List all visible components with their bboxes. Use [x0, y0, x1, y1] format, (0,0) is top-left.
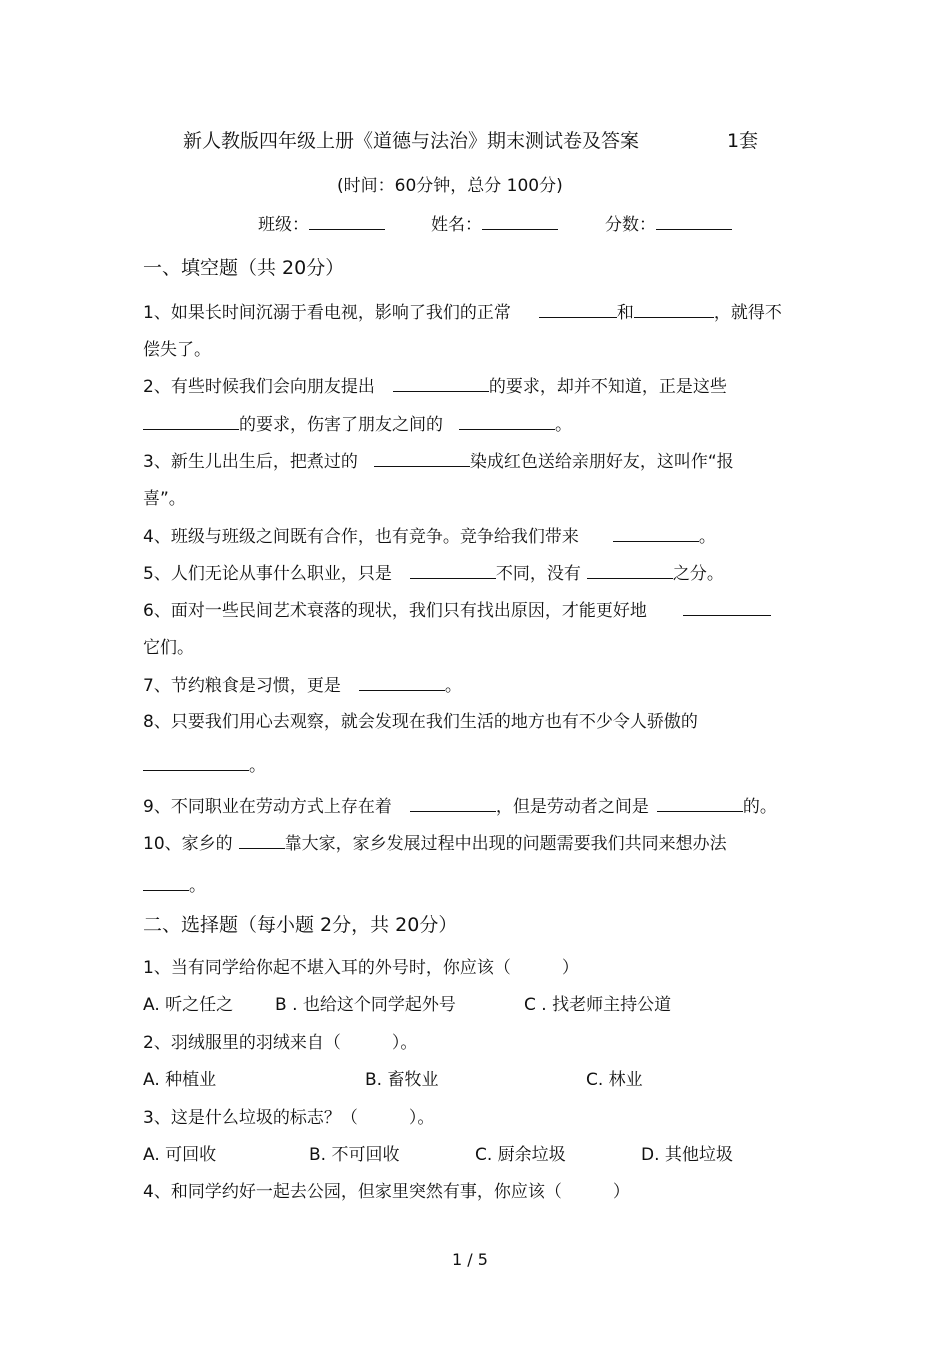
section2-heading: 二、选择题（每小题 2分，共 20分） [143, 914, 458, 936]
score-label: 分数： [605, 215, 656, 235]
q10-text-a: 10、家乡的 [143, 834, 233, 854]
q3-option-c[interactable]: C. 厨余垃圾 [475, 1145, 566, 1165]
q3-option-a[interactable]: A. 可回收 [143, 1145, 217, 1165]
q9-blank-2[interactable] [657, 794, 743, 812]
fill-question-9 [143, 794, 777, 819]
q2-option-a[interactable]: A. 种植业 [143, 1070, 217, 1090]
fill-question-8: 8、只要我们用心去观察，就会发现在我们生活的地方也有不少令人骄傲的 [143, 712, 698, 732]
q10-blank-2[interactable] [143, 873, 189, 891]
q5-blank-1[interactable] [410, 561, 496, 579]
q3-option-b[interactable]: B. 不可回收 [309, 1145, 400, 1165]
name-field [431, 212, 558, 237]
q4-text-b: 。 [698, 527, 716, 547]
fill-question-8-cont [143, 753, 266, 778]
section1-heading: 一、填空题（共 20分） [143, 257, 345, 279]
name-label: 姓名： [431, 215, 482, 235]
page-title [183, 129, 639, 153]
q10-blank-1[interactable] [239, 831, 285, 849]
q4-text-a: 4、班级与班级之间既有合作，也有竞争。竞争给我们带来 [143, 527, 579, 547]
q7-blank-1[interactable] [359, 673, 445, 691]
q1-option-b[interactable]: B . 也给这个同学起外号 [275, 995, 456, 1015]
q7-text-b: 。 [444, 676, 462, 696]
q4-blank-1[interactable] [613, 524, 699, 542]
q3-text-a: 3、新生儿出生后，把煮过的 [143, 452, 358, 472]
q1-text-b: 和 [616, 303, 634, 323]
q1-text-a: 1、如果长时间沉溺于看电视，影响了我们的正常 [143, 303, 511, 323]
fill-question-1-cont: 偿失了。 [143, 340, 211, 360]
fill-question-1 [143, 300, 782, 325]
q3-option-d[interactable]: D. 其他垃圾 [641, 1145, 733, 1165]
q1-blank-1[interactable] [539, 300, 617, 318]
fill-question-3-cont: 喜”。 [143, 489, 186, 509]
score-field [605, 212, 732, 237]
fill-question-3 [143, 449, 734, 474]
q2-text-a: 2、有些时候我们会向朋友提出 [143, 377, 375, 397]
q1-option-a[interactable]: A. 听之任之 [143, 995, 234, 1015]
choice-question-4: 4、和同学约好一起去公园，但家里突然有事，你应该（ ） [143, 1182, 630, 1202]
q7-text-a: 7、节约粮食是习惯，更是 [143, 676, 341, 696]
choice-question-3: 3、这是什么垃圾的标志？（ ）。 [143, 1108, 435, 1128]
q2-option-c[interactable]: C. 林业 [586, 1070, 643, 1090]
fill-question-10 [143, 831, 727, 856]
q10-text-c: 。 [189, 876, 206, 896]
q5-blank-2[interactable] [587, 561, 673, 579]
score-blank[interactable] [656, 212, 732, 230]
choice-question-1: 1、当有同学给你起不堪入耳的外号时，你应该（ ） [143, 958, 579, 978]
fill-question-2 [143, 374, 727, 399]
q8-text-b: 。 [249, 756, 266, 776]
q9-text-b: ，但是劳动者之间是 [495, 797, 649, 817]
q5-text-a: 5、人们无论从事什么职业，只是 [143, 564, 392, 584]
fill-question-6-cont: 它们。 [143, 638, 194, 658]
q2-option-b[interactable]: B. 畜牧业 [365, 1070, 439, 1090]
fill-question-5 [143, 561, 724, 586]
q2-text-b: 的要求，却并不知道，正是这些 [488, 377, 727, 397]
q2-blank-2[interactable] [143, 412, 239, 430]
q10-text-b: 靠大家，家乡发展过程中出现的问题需要我们共同来想办法 [284, 834, 727, 854]
class-field [258, 212, 385, 237]
q1-option-c[interactable]: C . 找老师主持公道 [524, 995, 672, 1015]
q2-blank-3[interactable] [459, 412, 555, 430]
title-text: 新人教版四年级上册《道德与法治》期末测试卷及答案 [183, 130, 640, 152]
fill-question-7 [143, 673, 462, 698]
page-number: 1 / 5 [452, 1250, 488, 1269]
q5-text-b: 不同，没有 [495, 564, 581, 584]
q9-text-a: 9、不同职业在劳动方式上存在着 [143, 797, 392, 817]
fill-question-6 [143, 598, 771, 623]
q8-blank-1[interactable] [143, 753, 249, 771]
q5-text-c: 之分。 [672, 564, 724, 584]
fill-question-10-cont [143, 873, 206, 898]
q1-blank-2[interactable] [634, 300, 714, 318]
q2-blank-1[interactable] [393, 374, 489, 392]
q1-text-c: ，就得不 [713, 303, 782, 323]
q6-text-a: 6、面对一些民间艺术衰落的现状，我们只有找出原因，才能更好地 [143, 601, 647, 621]
q2-text-d: 。 [555, 415, 572, 435]
fill-question-2-cont [143, 412, 572, 437]
choice-question-2: 2、羽绒服里的羽绒来自（ ）。 [143, 1033, 418, 1053]
class-label: 班级： [258, 215, 309, 235]
name-blank[interactable] [482, 212, 558, 230]
title-suffix-text: 1套 [727, 130, 759, 152]
q3-blank-1[interactable] [374, 449, 470, 467]
exam-subtitle: (时间：60分钟，总分 100分) [337, 176, 563, 196]
q6-blank-1[interactable] [683, 598, 771, 616]
fill-question-4 [143, 524, 716, 549]
q3-text-b: 染成红色送给亲朋好友，这叫作“报 [469, 452, 734, 472]
q9-blank-1[interactable] [410, 794, 496, 812]
q9-text-c: 的。 [742, 797, 777, 817]
title-suffix [727, 129, 758, 153]
q2-text-c: 的要求，伤害了朋友之间的 [239, 415, 443, 435]
class-blank[interactable] [309, 212, 385, 230]
